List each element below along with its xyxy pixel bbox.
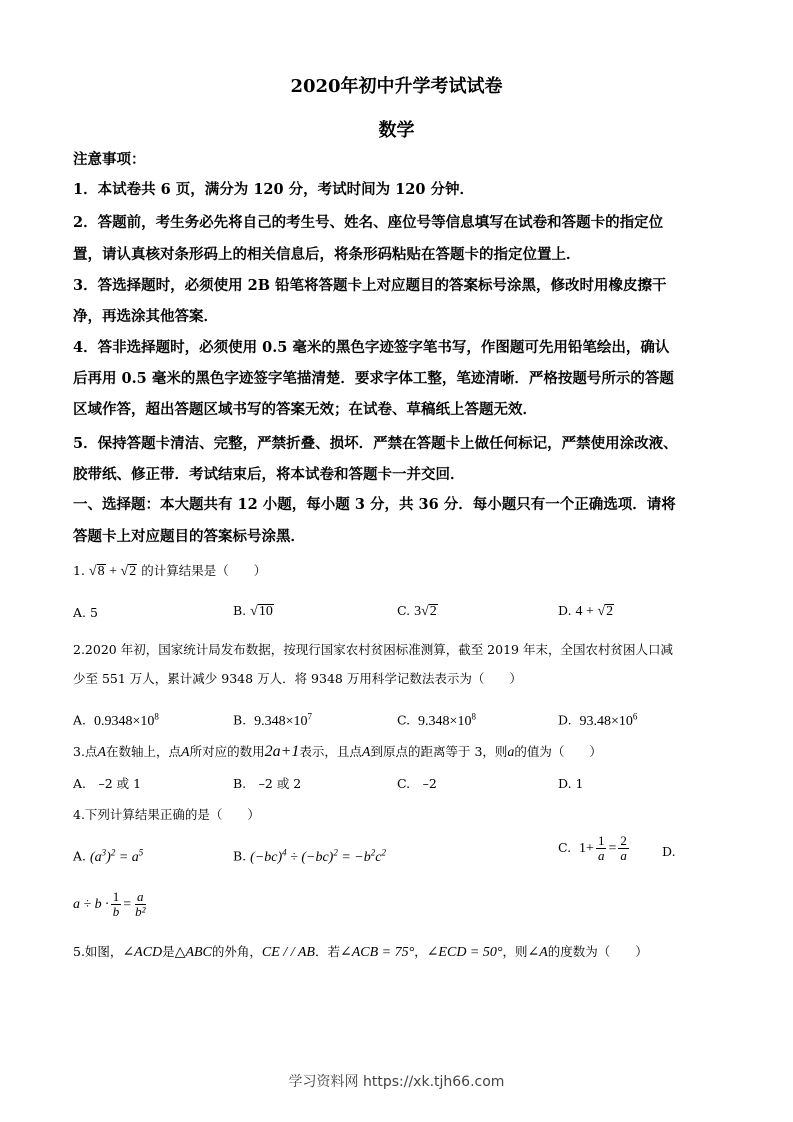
section-instructions: 一、选择题：本大题共有 12 小题，每小题 3 分，共 36 分．每小题只有一个正确选项．请将: [73, 496, 676, 513]
option-c: C. 3√2: [397, 603, 437, 619]
option-d: D. 1: [558, 776, 584, 791]
note-line: 置，请认真核对条形码上的相关信息后，将条形码粘贴在答题卡的指定位置上．: [73, 246, 581, 263]
note-line: 1．本试卷共 6 页，满分为 120 分，考试时间为 120 分钟．: [73, 181, 474, 198]
note-line: 3．答选择题时，必须使用 2B 铅笔将答题卡上对应题目的答案标号涂黑，修改时用橡皮擦干: [73, 277, 667, 294]
subject-title: 数学: [378, 120, 415, 141]
sqrt-expression: √8 + √2: [88, 564, 137, 579]
option-d: a ÷ b · $\frac{1}{b}$ = $\frac{a}{\text{b²}}$: [73, 889, 146, 919]
option-c: C. 1+ $\frac{1}{a}$ = $\frac{2}{a}$: [558, 833, 627, 863]
question-2-line: 少至 551 万人，累计减少 9348 万人．将 9348 万用科学记数法表示为（ ）: [73, 671, 522, 686]
option-d: D. 4 + √2: [558, 603, 614, 619]
option-b: B. $(-bc)^4 \div (-bc)^2 = -b^2c^2$: [233, 847, 386, 865]
question-4: 4.下列计算结果正确的是（ ）: [73, 807, 260, 822]
question-2-line: 2.2020 年初，国家统计局发布数据，按现行国家农村贫困标准测算，截至 2019 年末，全国农村贫困人口减: [73, 642, 673, 657]
option-b: B. $9.348\times 10^7$: [233, 711, 313, 729]
question-1: [73, 562, 733, 581]
note-line: 胶带纸、修正带．考试结束后，将本试卷和答题卡一并交回．: [73, 466, 465, 483]
option-d: D. $93.48\times 10^6$: [558, 711, 638, 729]
option-c: C. $9.348\times 10^8$: [397, 711, 476, 729]
footer-watermark: 学习资料网 https://xk.tjh66.com: [288, 1074, 505, 1090]
option-a: A. $0.9348\times 10^8$: [73, 711, 159, 729]
option-b: B. √10: [233, 603, 273, 619]
option-a: A. –2 或 1: [73, 776, 142, 791]
note-line: 2．答题前，考生务必先将自己的考生号、姓名、座位号等信息填写在试卷和答题卡的指定位: [73, 214, 664, 231]
note-line: 净，再选涂其他答案．: [73, 308, 218, 325]
note-line: 区域作答，超出答题区域书写的答案无效；在试卷、草稿纸上答题无效．: [73, 401, 537, 418]
question-3: 3.点A在数轴上，点A所对应的数用2a+1表示，且点A到原点的距离等于 3，则a的值为（ ）: [73, 743, 602, 760]
section-instructions: 答题卡上对应题目的答案标号涂黑．: [73, 528, 305, 545]
question-5: 5.如图，∠ACD是△ABC的外角，CE / / AB．若∠ACB = 75°，∠ECD = 50°，则∠A的度数为（ ）: [73, 944, 648, 960]
note-line: 5．保持答题卡清洁、完整，严禁折叠、损坏．严禁在答题卡上做任何标记，严禁使用涂改液、: [73, 435, 678, 452]
option-b: B. –2 或 2: [233, 776, 302, 791]
option-d-label: D.: [662, 844, 676, 859]
question-text: 的计算结果是（ ）: [141, 563, 267, 578]
option-c: C. –2: [397, 776, 437, 791]
note-line: 后再用 0.5 毫米的黑色字迹签字笔描清楚．要求字体工整，笔迹清晰．严格按题号所示的答题: [73, 370, 674, 387]
notes-heading: 注意事项：: [73, 151, 146, 168]
option-a: A. $(a^3)^2 = a^5$: [73, 847, 144, 865]
option-a: A. 5: [73, 605, 98, 620]
note-line: 4．答非选择题时，必须使用 0.5 毫米的黑色字迹签字笔书写，作图题可先用铅笔绘出，确认: [73, 339, 670, 356]
exam-title: 2020年初中升学考试试卷: [290, 76, 503, 97]
question-number: 1.: [73, 563, 85, 578]
